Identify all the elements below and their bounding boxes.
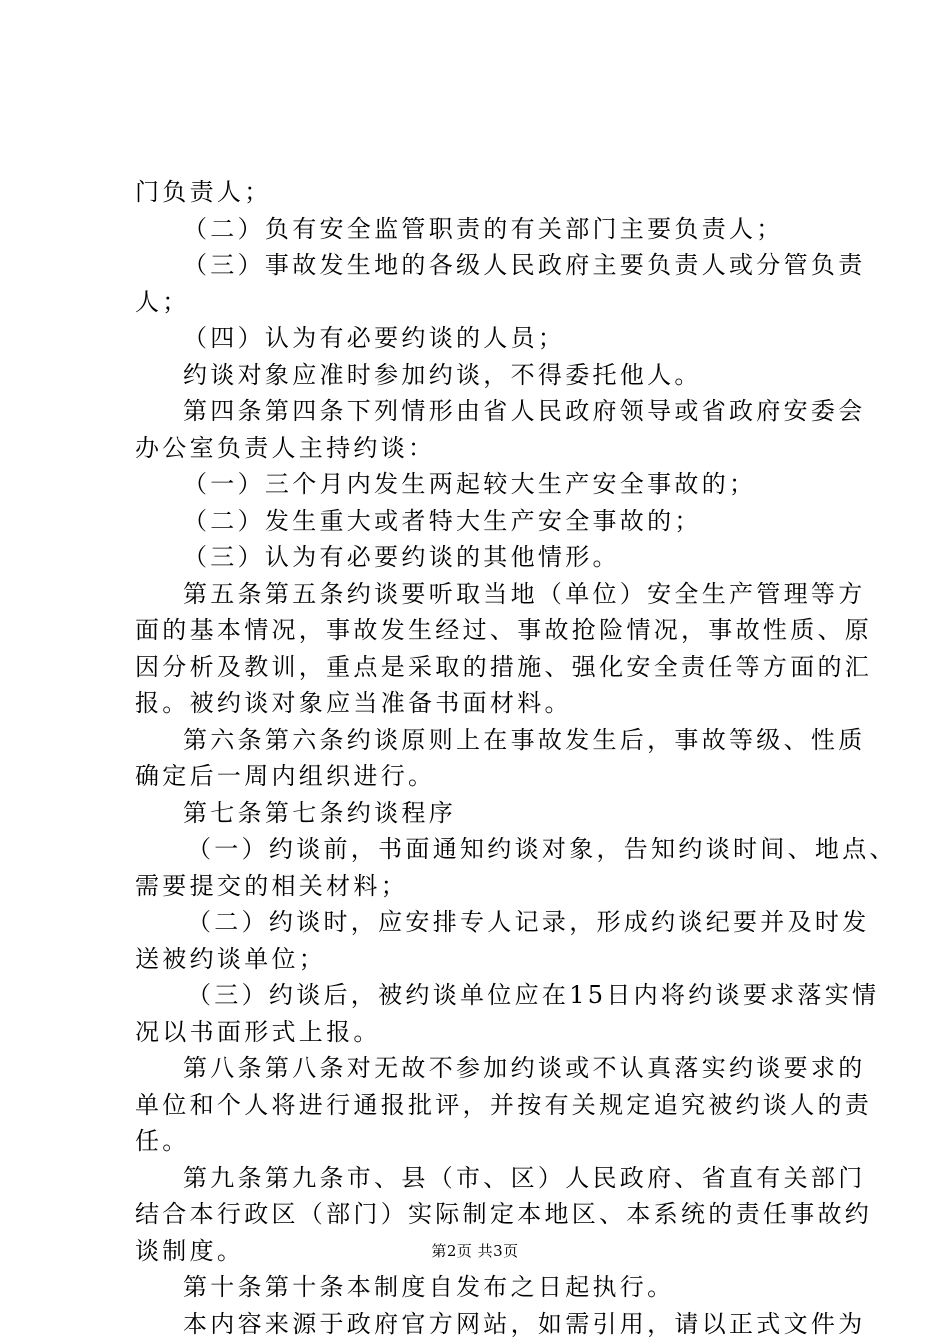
text-line: 门负责人；	[135, 178, 272, 206]
text-line: （一）约谈前，书面通知约谈对象，告知约谈时间、地点、	[187, 835, 897, 863]
text-line: 因分析及教训，重点是采取的措施、强化安全责任等方面的汇	[135, 652, 873, 681]
text-line: 第四条第四条下列情形由省人民政府领导或省政府安委会	[183, 397, 866, 425]
text-line: 谈制度。	[135, 1236, 245, 1265]
page-number-footer: 第2页 共3页	[431, 1242, 519, 1260]
text-line: 需要提交的相关材料；	[135, 871, 408, 900]
text-line: 报。被约谈对象应当准备书面材料。	[135, 689, 572, 717]
text-line: （二）发生重大或者特大生产安全事故的；	[183, 506, 702, 535]
text-line: 第七条第七条约谈程序	[183, 798, 456, 827]
text-line: 第十条第十条本制度自发布之日起执行。	[183, 1273, 675, 1301]
text-line: （三）认为有必要约谈的其他情形。	[183, 543, 620, 571]
text-line: 第九条第九条市、县（市、区）人民政府、省直有关部门	[183, 1163, 866, 1192]
text-line: 送被约谈单位；	[135, 944, 327, 973]
text-line: （四）认为有必要约谈的人员；	[183, 324, 566, 352]
text-line: 第五条第五条约谈要听取当地（单位）安全生产管理等方	[183, 579, 866, 608]
text-line: （三）事故发生地的各级人民政府主要负责人或分管负责	[183, 251, 866, 279]
text-line: 人；	[135, 287, 190, 316]
document-body	[135, 174, 897, 1342]
text-line: 第六条第六条约谈原则上在事故发生后，事故等级、性质	[183, 725, 866, 754]
text-line: 办公室负责人主持约谈：	[135, 433, 436, 462]
text-line: 况以书面形式上报。	[135, 1017, 381, 1046]
text-line: （二）约谈时，应安排专人记录，形成约谈纪要并及时发	[187, 908, 870, 936]
text-line: （一）三个月内发生两起较大生产安全事故的；	[183, 470, 757, 498]
text-line: 单位和个人将进行通报批评，并按有关规定追究被约谈人的责	[135, 1090, 873, 1119]
text-line: 本内容来源于政府官方网站，如需引用，请以正式文件为	[183, 1309, 866, 1338]
text-line: 面的基本情况，事故发生经过、事故抢险情况，事故性质、原	[135, 616, 873, 644]
text-line: 结合本行政区（部门）实际制定本地区、本系统的责任事故约	[135, 1200, 873, 1228]
text-line: 任。	[135, 1127, 190, 1155]
text-line: （二）负有安全监管职责的有关部门主要负责人；	[183, 214, 784, 243]
text-line: （三）约谈后，被约谈单位应在15日内将约谈要求落实情	[187, 981, 880, 1009]
text-line: 确定后一周内组织进行。	[135, 762, 436, 790]
text-line: 约谈对象应准时参加约谈，不得委托他人。	[183, 360, 702, 389]
text-line: 第八条第八条对无故不参加约谈或不认真落实约谈要求的	[183, 1054, 866, 1082]
